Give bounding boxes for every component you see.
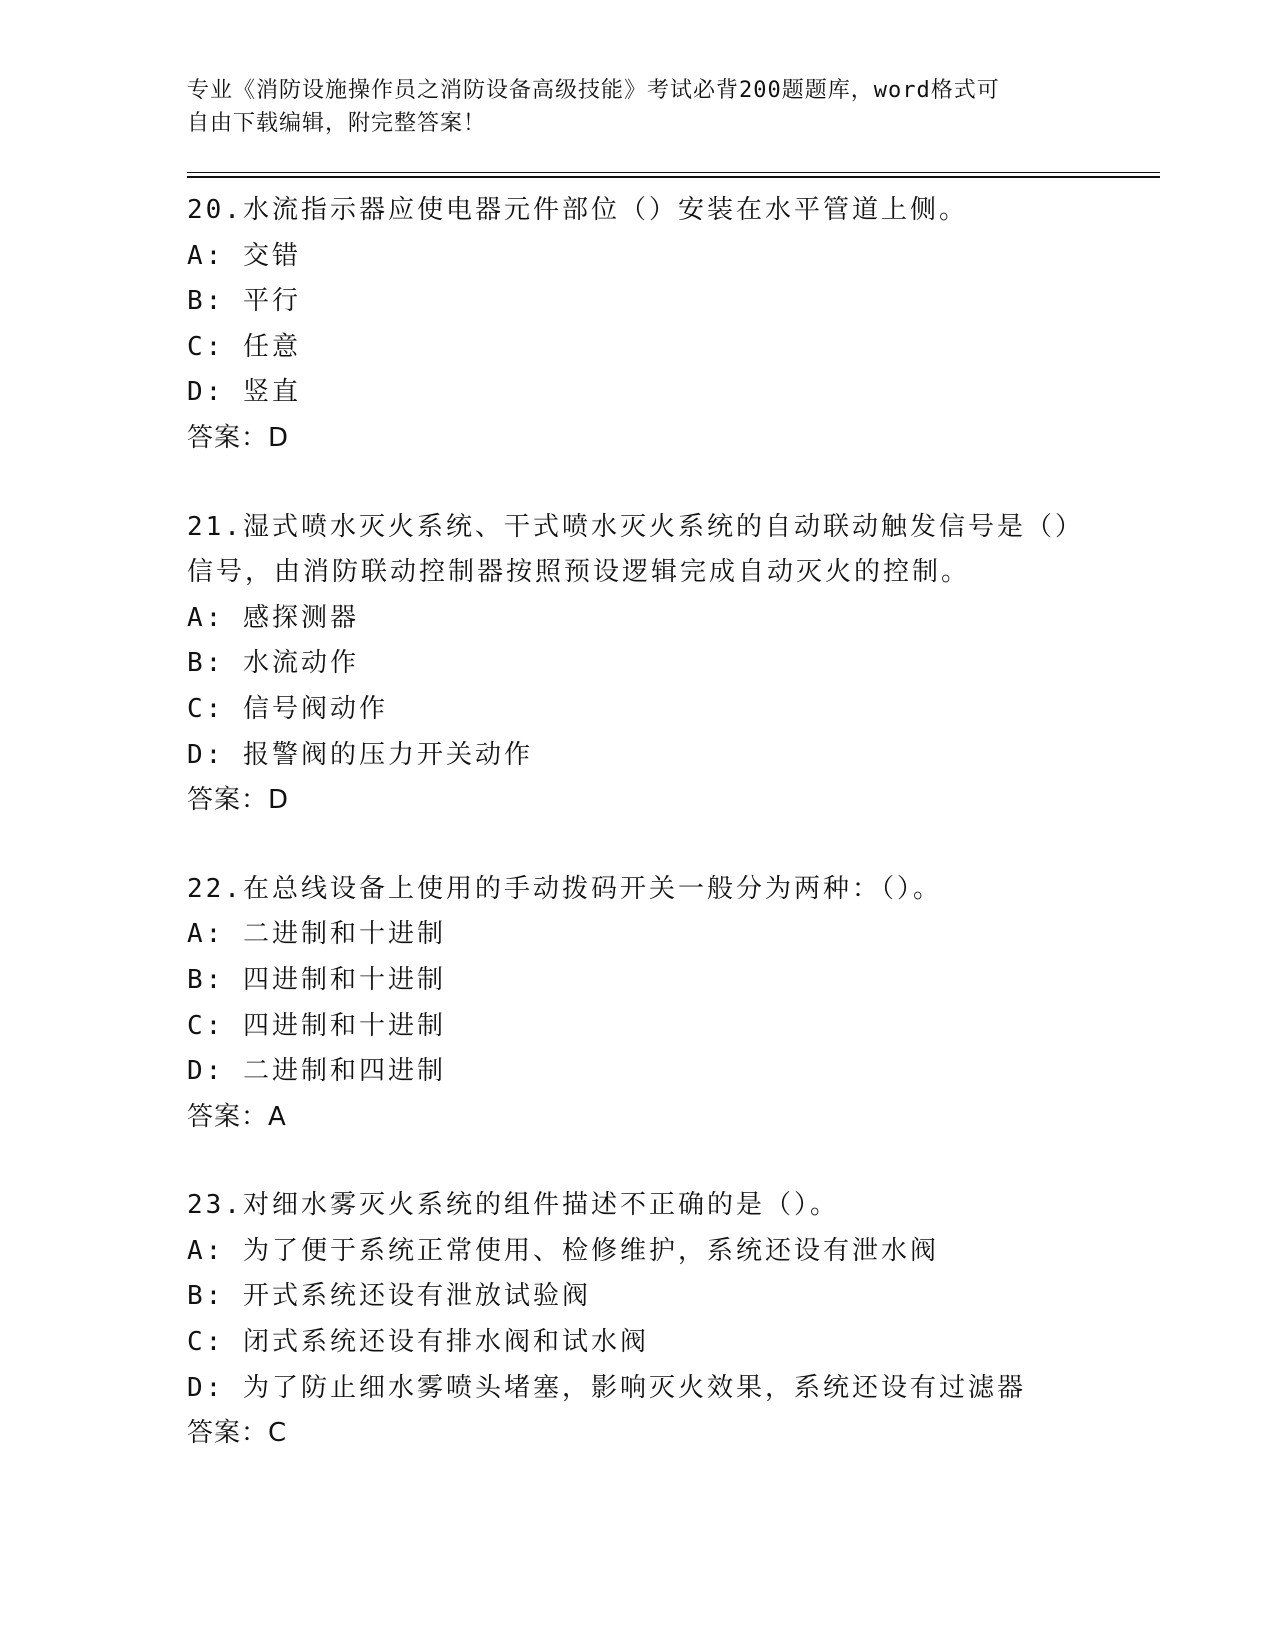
question-22 — [187, 867, 1087, 1141]
answer-line: 答案：A — [187, 1101, 287, 1132]
option-c: C: 任意 — [187, 331, 301, 362]
question-stem-line: 20.水流指示器应使电器元件部位（）安装在水平管道上侧。 — [187, 195, 968, 225]
option-a: A: 交错 — [187, 240, 301, 271]
option-b: B: 开式系统还设有泄放试验阀 — [187, 1281, 591, 1312]
question-stem-line: 信号，由消防联动控制器按照预设逻辑完成自动灭火的控制。 — [187, 557, 971, 588]
option-a: A: 二进制和十进制 — [187, 919, 446, 950]
option-d: D: 为了防止细水雾喷头堵塞，影响灭火效果，系统还设有过滤器 — [187, 1372, 1026, 1403]
option-b: B: 平行 — [187, 286, 301, 317]
question-stem-line: 23.对细水雾灭火系统的组件描述不正确的是（）。 — [187, 1190, 839, 1221]
answer-line: 答案：D — [187, 422, 290, 453]
question-stem — [187, 1183, 1087, 1229]
option-c: C: 四进制和十进制 — [187, 1010, 446, 1041]
question-20 — [187, 188, 1087, 462]
option-d: D: 二进制和四进制 — [187, 1056, 446, 1087]
header-divider-thick — [187, 176, 1160, 178]
answer-line: 答案：D — [187, 785, 290, 816]
answer-line: 答案：C — [187, 1418, 288, 1449]
option-d: D: 报警阀的压力开关动作 — [187, 739, 533, 770]
option-b: B: 水流动作 — [187, 648, 359, 679]
header-line-1: 专业《消防设施操作员之消防设备高级技能》考试必背200题题库，word格式可 — [187, 78, 1000, 103]
question-stem — [187, 188, 1087, 234]
option-d: D: 竖直 — [187, 377, 301, 408]
question-stem-line: 21.湿式喷水灭火系统、干式喷水灭火系统的自动联动触发信号是（） — [187, 511, 1084, 542]
document-header — [187, 74, 1077, 140]
question-list — [187, 188, 1087, 1500]
option-a: A: 感探测器 — [187, 602, 359, 633]
question-21 — [187, 505, 1087, 824]
question-stem-line: 22.在总线设备上使用的手动拨码开关一般分为两种：（）。 — [187, 873, 942, 904]
question-stem — [187, 867, 1087, 913]
question-23 — [187, 1183, 1087, 1457]
question-stem — [187, 505, 1087, 596]
header-divider-thin — [187, 172, 1160, 173]
option-c: C: 闭式系统还设有排水阀和试水阀 — [187, 1327, 649, 1358]
option-a: A: 为了便于系统正常使用、检修维护，系统还设有泄水阀 — [187, 1235, 939, 1266]
header-line-2: 自由下载编辑，附完整答案！ — [187, 111, 487, 136]
option-b: B: 四进制和十进制 — [187, 964, 446, 995]
option-c: C: 信号阀动作 — [187, 693, 388, 724]
